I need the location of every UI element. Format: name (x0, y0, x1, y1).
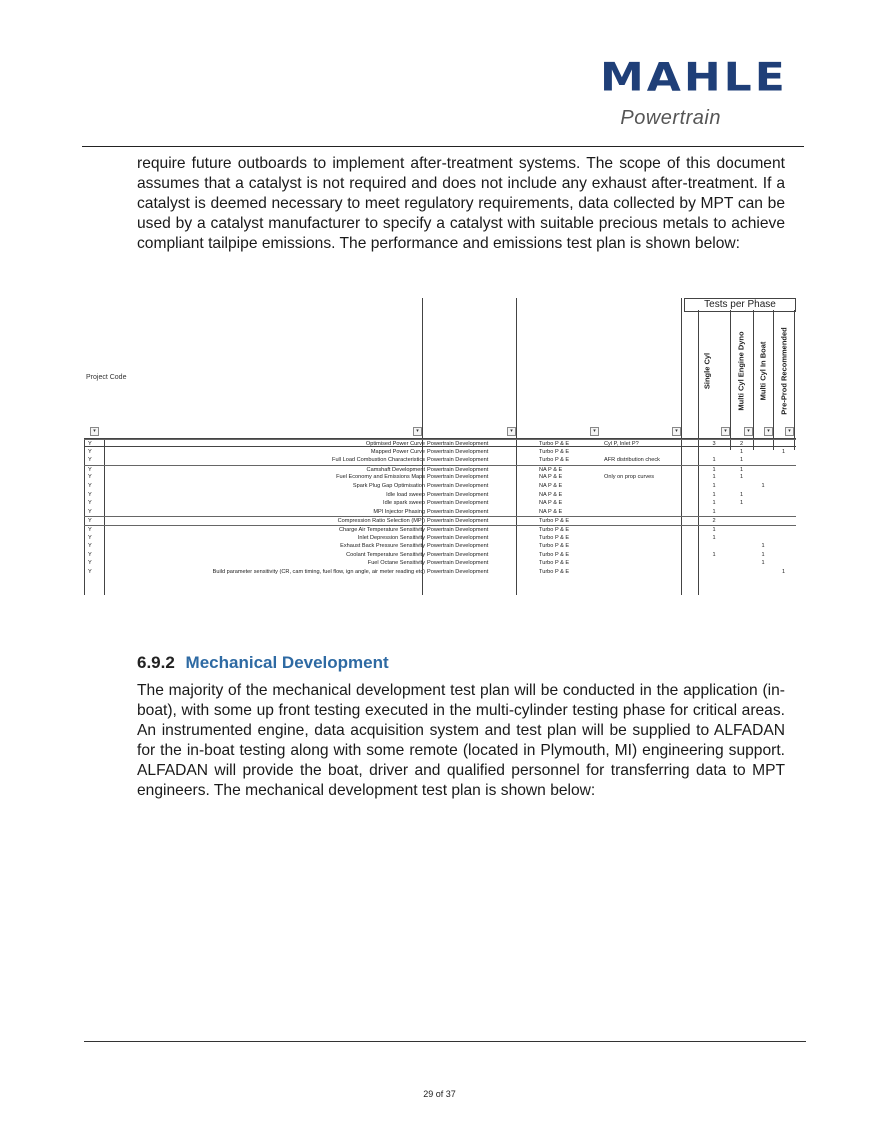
row-area: Powertrain Development (427, 491, 489, 498)
row-test-count: 2 (712, 518, 716, 525)
row-test-name: Optimised Power Curve (365, 441, 425, 447)
row-area: Powertrain Development (427, 534, 489, 541)
tests-per-phase-header: Tests per Phase (684, 298, 796, 312)
row-test-name: MPI Injector Phasing (373, 508, 425, 515)
row-test-count: 1 (712, 551, 716, 558)
row-test-count: 1 (761, 543, 765, 550)
filter-dropdown-icon[interactable]: ▾ (721, 427, 730, 436)
row-scope: Turbo P & E (539, 534, 570, 541)
row-note: Cyl P, Inlet P? (604, 441, 639, 447)
row-test-count: 1 (781, 569, 786, 575)
row-test-count: 1 (739, 491, 744, 498)
row-scope: NA P & E (539, 474, 563, 481)
row-test-count: 1 (739, 500, 744, 507)
row-test-count: 1 (761, 483, 765, 489)
filter-dropdown-icon[interactable]: ▾ (785, 427, 794, 436)
project-code-label: Project Code (86, 374, 127, 381)
row-test-count: 1 (781, 448, 786, 455)
table-row[interactable] (84, 551, 796, 560)
table-row[interactable] (84, 473, 796, 482)
row-test-count: 1 (739, 457, 744, 464)
division-name: Powertrain (620, 107, 721, 129)
section-title: Mechanical Development (185, 653, 389, 672)
filter-dropdown-icon[interactable]: ▾ (413, 427, 422, 436)
row-test-name: Compression Ratio Selection (MPI) (337, 518, 425, 525)
row-test-name: Exhaust Back Pressure Sensitivity (340, 543, 425, 550)
row-area: Powertrain Development (427, 560, 489, 567)
row-test-name: Camshaft Development (366, 466, 425, 473)
row-test-name: Coolant Temperature Sensitivity (346, 551, 425, 558)
row-flag: Y (88, 500, 92, 507)
row-test-name: Charge Air Temperature Sensitivity (338, 527, 425, 533)
row-area: Powertrain Development (427, 474, 489, 481)
row-scope: Turbo P & E (539, 551, 570, 558)
filter-dropdown-icon[interactable]: ▾ (90, 427, 99, 436)
row-scope: NA P & E (539, 491, 563, 498)
table-row[interactable] (84, 568, 796, 577)
row-test-count: 1 (712, 474, 716, 481)
row-flag: Y (88, 543, 92, 550)
row-scope: NA P & E (539, 483, 563, 489)
row-flag: Y (88, 474, 92, 481)
section-number: 6.9.2 (137, 653, 175, 672)
row-scope: Turbo P & E (539, 560, 570, 567)
row-scope: Turbo P & E (539, 569, 570, 575)
row-test-name: Build parameter sensitivity (CR, cam timing, fuel flow, ign angle, air meter reading etc) (212, 569, 425, 575)
row-test-name: Mapped Power Curve (370, 448, 425, 455)
row-test-count: 1 (712, 508, 716, 515)
filter-dropdown-icon[interactable]: ▾ (744, 427, 753, 436)
row-area: Powertrain Development (427, 466, 489, 473)
row-area: Powertrain Development (427, 448, 489, 455)
header-rule (82, 146, 804, 147)
row-area: Powertrain Development (427, 543, 489, 550)
brand-name: MAHLE (600, 54, 788, 101)
row-test-count: 1 (712, 466, 716, 473)
phase-header: Multi Cyl In Boat (758, 341, 768, 400)
row-test-name: Idle load sweep (386, 491, 425, 498)
row-scope: Turbo P & E (539, 527, 570, 533)
mahle-logo (600, 54, 788, 130)
row-test-count: 1 (712, 491, 716, 498)
row-flag: Y (88, 508, 92, 515)
row-note: AFR distribution check (604, 457, 660, 464)
footer-rule (84, 1041, 806, 1042)
phase-header: Pre-Prod Recommended (779, 326, 789, 415)
filter-dropdown-icon[interactable]: ▾ (590, 427, 599, 436)
row-test-count: 1 (739, 448, 744, 455)
row-scope: NA P & E (539, 500, 563, 507)
row-area: Powertrain Development (427, 441, 489, 447)
row-test-count: 1 (739, 474, 744, 481)
table-row[interactable] (84, 499, 796, 508)
row-flag: Y (88, 534, 92, 541)
table-row[interactable] (84, 491, 796, 500)
row-test-count: 3 (712, 441, 716, 447)
row-flag: Y (88, 518, 92, 525)
table-row[interactable] (84, 508, 796, 517)
row-note: Only on prop curves (604, 474, 655, 481)
row-test-name: Full Load Combustion Characteristics (332, 457, 425, 464)
row-area: Powertrain Development (427, 500, 489, 507)
test-plan-spreadsheet (84, 298, 796, 595)
row-area: Powertrain Development (427, 483, 489, 489)
row-area: Powertrain Development (427, 518, 489, 525)
row-area: Powertrain Development (427, 457, 489, 464)
table-row[interactable] (84, 559, 796, 568)
row-test-name: Fuel Octane Sensitivity (367, 560, 425, 567)
page-number: 29 of 37 (423, 1089, 456, 1099)
row-test-name: Fuel Economy and Emissions Maps (336, 474, 425, 481)
row-area: Powertrain Development (427, 527, 489, 533)
row-area: Powertrain Development (427, 569, 489, 575)
row-flag: Y (88, 560, 92, 567)
table-row[interactable] (84, 482, 796, 491)
row-flag: Y (88, 491, 92, 498)
section-paragraph: The majority of the mechanical development test plan will be conducted in the application (in-boat), with some up front testing executed in the multi-cylinder testing phase for critical areas. An instrumented engine, data acquisition system and test plan will be supplied to ALFADAN for the in-boat testing along with some remote (located in Plymouth, MI) engineering support. ALFADAN will provide the boat, driver and qualified personnel for transferring data to MPT engineers. The mechanical development test plan is shown below: (137, 682, 785, 799)
row-test-count: 1 (739, 466, 744, 473)
phase-header: Multi Cyl Engine Dyno (736, 330, 746, 411)
row-test-count: 1 (712, 534, 716, 541)
row-flag: Y (88, 527, 92, 533)
row-flag: Y (88, 457, 92, 464)
row-test-count: 1 (712, 527, 716, 533)
row-scope: Turbo P & E (539, 457, 570, 464)
row-test-count: 1 (712, 483, 716, 489)
section-heading (137, 653, 389, 673)
row-scope: Turbo P & E (539, 441, 570, 447)
filter-dropdown-icon[interactable]: ▾ (764, 427, 773, 436)
table-row[interactable] (84, 456, 796, 465)
table-row[interactable] (84, 448, 796, 457)
row-scope: NA P & E (539, 466, 563, 473)
row-test-count: 1 (761, 551, 765, 558)
row-area: Powertrain Development (427, 551, 489, 558)
row-test-count: 1 (712, 500, 716, 507)
row-scope: Turbo P & E (539, 518, 570, 525)
filter-dropdown-icon[interactable]: ▾ (672, 427, 681, 436)
row-test-count: 2 (739, 441, 744, 447)
row-area: Powertrain Development (427, 508, 489, 515)
intro-paragraph: require future outboards to implement after-treatment systems. The scope of this document assumes that a catalyst is not required and does not include any exhaust after-treatment. If a catalyst is deemed necessary to meet regulatory requirements, data collected by MPT can be used by a catalyst manufacturer to specify a catalyst with suitable precious metals to achieve compliant tailpipe emissions. The performance and emissions test plan is shown below: (137, 155, 785, 252)
filter-dropdown-icon[interactable]: ▾ (507, 427, 516, 436)
row-flag: Y (88, 466, 92, 473)
row-test-name: Inlet Depression Sensitivity (357, 534, 425, 541)
row-test-name: Spark Plug Gap Optimisation (352, 483, 425, 489)
phase-header: Single Cyl (702, 352, 712, 389)
row-flag: Y (88, 551, 92, 558)
row-scope: Turbo P & E (539, 448, 570, 455)
table-row[interactable] (84, 542, 796, 551)
row-test-count: 1 (761, 560, 765, 567)
table-row[interactable] (84, 534, 796, 543)
row-flag: Y (88, 448, 92, 455)
row-flag: Y (88, 569, 92, 575)
row-scope: Turbo P & E (539, 543, 570, 550)
row-scope: NA P & E (539, 508, 563, 515)
row-flag: Y (88, 483, 92, 489)
row-test-count: 1 (712, 457, 716, 464)
row-test-name: Idle spark sweep (383, 500, 425, 507)
row-flag: Y (88, 441, 92, 447)
